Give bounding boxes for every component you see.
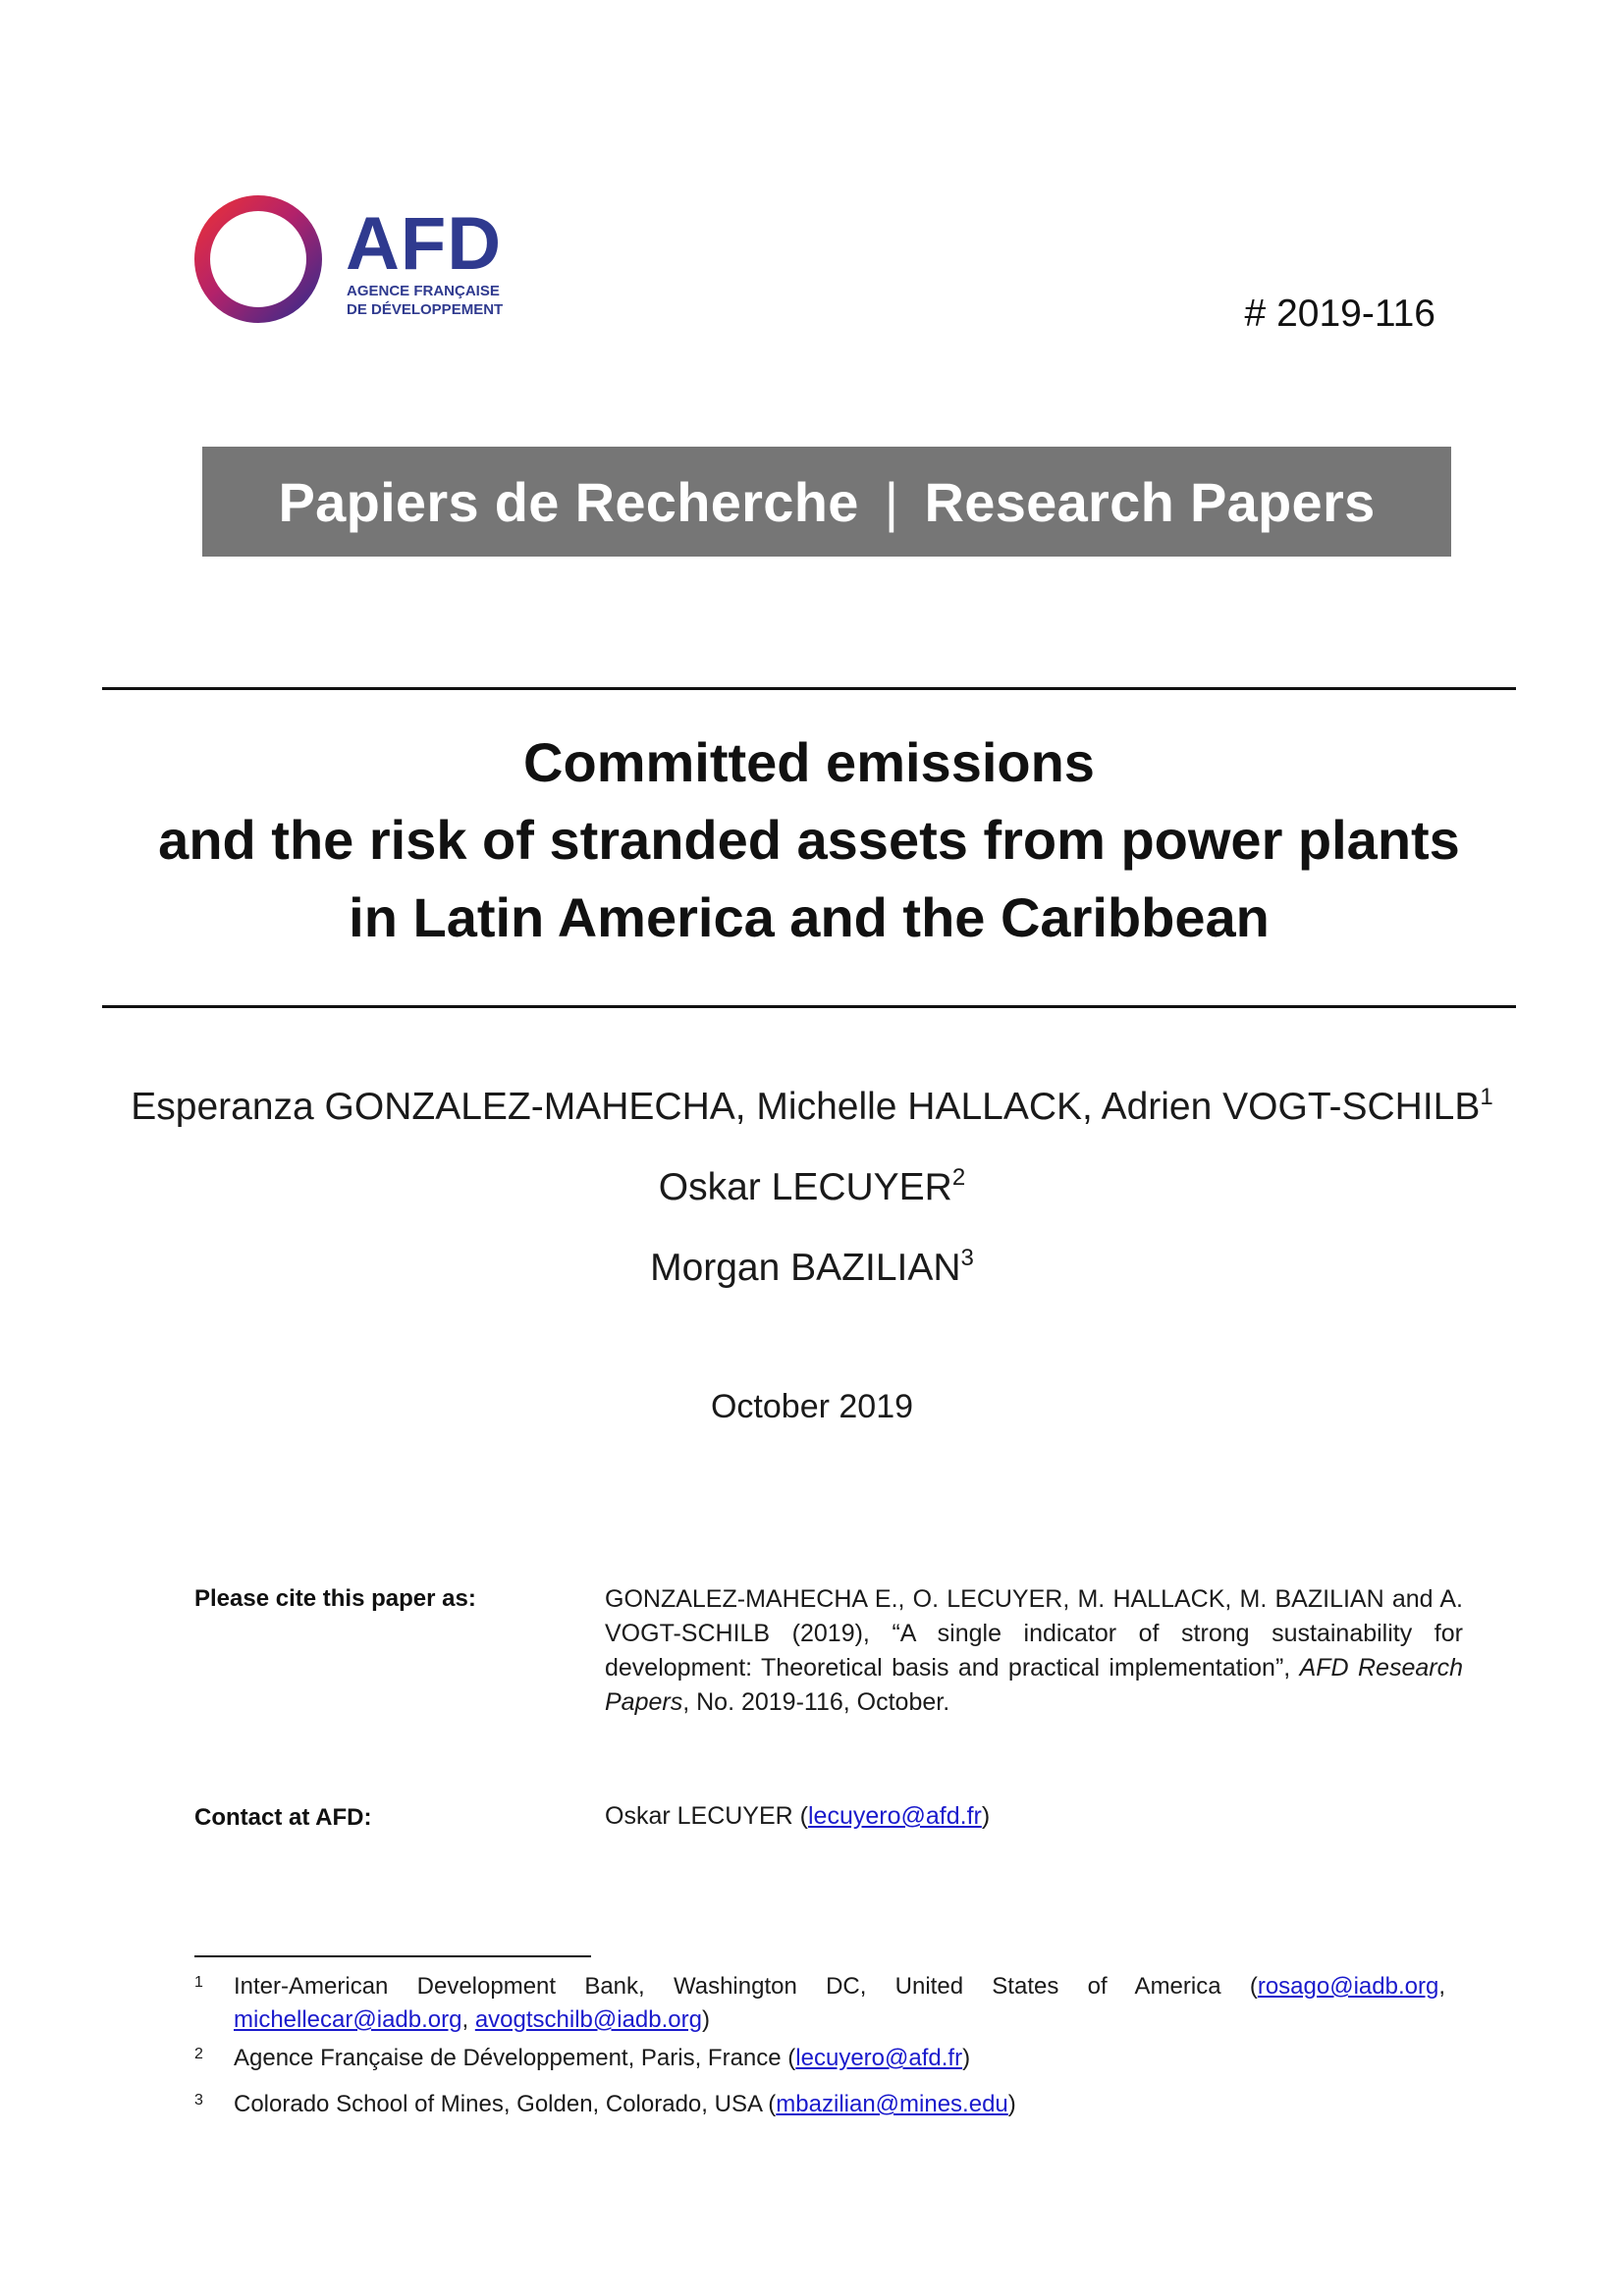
footnote-text: Inter-American Development Bank, Washington DC, United States of America ( [234, 1973, 1258, 2000]
footnote-email-link[interactable]: michellecar@iadb.org [234, 2006, 462, 2033]
authors-line-2 [0, 1166, 1624, 1209]
title-line-3: in Latin America and the Caribbean [349, 886, 1270, 948]
logo-subtitle-1: AGENCE FRANÇAISE [347, 283, 500, 299]
banner-separator: | [884, 470, 899, 533]
series-banner [202, 447, 1451, 557]
title-rule-top [102, 687, 1516, 690]
citation-journal: AFD Research Papers [605, 1654, 1463, 1716]
footnote-text: Colorado School of Mines, Golden, Colorado, USA ( [234, 2091, 777, 2117]
banner-right: Research Papers [924, 470, 1376, 533]
footnote-mark-2[interactable]: 2 [951, 1164, 966, 1191]
contact-email-link[interactable]: lecuyero@afd.fr [808, 1802, 982, 1830]
authors-names-3: Morgan BAZILIAN [650, 1247, 961, 1289]
footnote-sep: , [1438, 1973, 1445, 2000]
footnote-number: 3 [194, 2092, 203, 2109]
logo-subtitle-2: DE DÉVELOPPEMENT [347, 301, 504, 318]
contact-paren-open: ( [799, 1802, 808, 1830]
footnote-mark-3[interactable]: 3 [960, 1245, 974, 1271]
footnote-email-link[interactable]: lecuyero@afd.fr [795, 2045, 963, 2071]
footnote-email-link[interactable]: avogtschilb@iadb.org [474, 2006, 702, 2033]
footnote-email-link[interactable]: mbazilian@mines.edu [776, 2091, 1008, 2117]
footnote-sep: , [461, 2006, 475, 2033]
citation-label: Please cite this paper as: [194, 1585, 476, 1612]
logo-wordmark: AFD [346, 202, 503, 286]
authors-line-1 [0, 1086, 1624, 1129]
contact-label: Contact at AFD: [194, 1804, 372, 1831]
footnote-mark-1[interactable]: 1 [1480, 1084, 1493, 1110]
authors-names-2: Oskar LECUYER [658, 1166, 952, 1208]
title-line-2: and the risk of stranded assets from power plants [158, 809, 1460, 871]
paper-number: # 2019-116 [1244, 293, 1435, 335]
citation-part-2: , No. 2019-116, October. [682, 1688, 950, 1716]
banner-left: Papiers de Recherche [278, 470, 859, 533]
footnote-3 [194, 2088, 1445, 2121]
footnote-text: Agence Française de Développement, Paris, France ( [234, 2045, 796, 2071]
authors-line-3 [0, 1247, 1624, 1290]
footnote-close: ) [701, 2006, 710, 2033]
title-rule-bottom [102, 1005, 1516, 1008]
footnote-email-link[interactable]: rosago@iadb.org [1257, 1973, 1439, 2000]
contact-name: Oskar LECUYER [605, 1802, 793, 1830]
contact-info [605, 1802, 990, 1831]
afd-logo [192, 192, 526, 330]
paper-title [102, 723, 1516, 956]
authors-names-1: Esperanza GONZALEZ-MAHECHA, Michelle HALLACK, Adrien VOGT-SCHILB [131, 1086, 1481, 1128]
footnote-number: 1 [194, 1974, 203, 1991]
footnote-2 [194, 2042, 1445, 2075]
logo-ring-icon [202, 203, 314, 315]
footnote-close: ) [1007, 2091, 1016, 2117]
footnote-close: ) [962, 2045, 971, 2071]
publication-date: October 2019 [710, 1388, 914, 1425]
footnote-number: 2 [194, 2046, 203, 2062]
title-line-1: Committed emissions [523, 731, 1095, 793]
footnote-1 [194, 1970, 1445, 2037]
footnote-separator [194, 1955, 591, 1957]
contact-paren-close: ) [981, 1802, 991, 1830]
citation-text [605, 1582, 1463, 1720]
citation-part-1: GONZALEZ-MAHECHA E., O. LECUYER, M. HALLACK, M. BAZILIAN and A. VOGT-SCHILB (2019), “A single indicator of strong sustainability for development: Theoretical basis and practical implementation”, [605, 1585, 1463, 1682]
